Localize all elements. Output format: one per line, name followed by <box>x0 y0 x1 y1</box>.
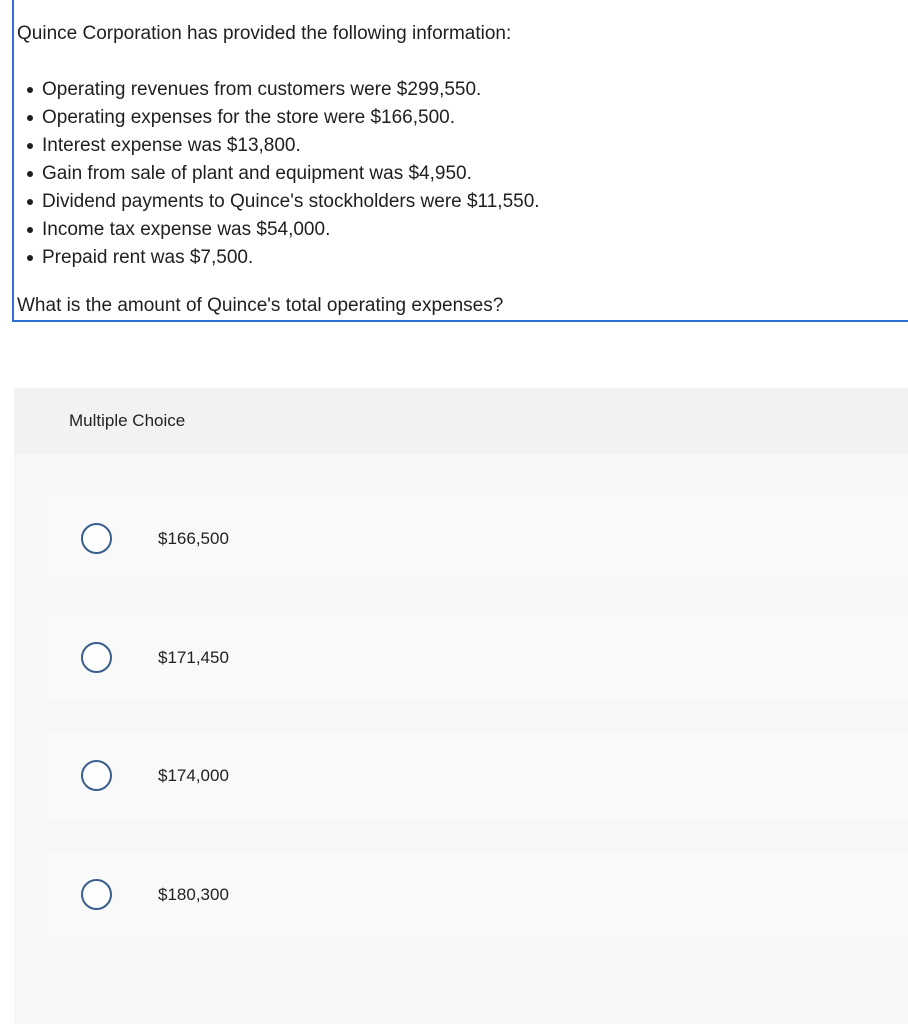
answer-label: $174,000 <box>158 766 229 785</box>
list-item <box>14 244 540 272</box>
list-item <box>14 160 540 188</box>
answer-label: $180,300 <box>158 885 229 904</box>
fact-text: Operating expenses for the store were $166,500. <box>42 107 455 128</box>
question-prompt: What is the amount of Quince's total operating expenses? <box>17 295 504 316</box>
list-item <box>14 188 540 216</box>
bullet-icon <box>27 115 33 121</box>
bullet-icon <box>27 199 33 205</box>
bullet-icon <box>27 255 33 261</box>
multiple-choice-header <box>14 388 908 454</box>
answer-option-1[interactable] <box>48 496 908 582</box>
answer-option-4[interactable] <box>48 852 908 938</box>
answer-option-3[interactable] <box>48 733 908 819</box>
facts-list <box>14 76 540 272</box>
question-intro: Quince Corporation has provided the following information: <box>17 23 512 44</box>
bullet-icon <box>27 87 33 93</box>
answer-option-2[interactable] <box>48 615 908 701</box>
answer-label: $171,450 <box>158 648 229 667</box>
bullet-icon <box>27 143 33 149</box>
bullet-icon <box>27 227 33 233</box>
list-item <box>14 132 540 160</box>
radio-button-icon[interactable] <box>81 523 112 554</box>
fact-text: Gain from sale of plant and equipment was $4,950. <box>42 163 472 184</box>
bullet-icon <box>27 171 33 177</box>
fact-text: Interest expense was $13,800. <box>42 135 301 156</box>
multiple-choice-title: Multiple Choice <box>69 411 186 430</box>
fact-text: Dividend payments to Quince's stockholders were $11,550. <box>42 191 540 212</box>
radio-button-icon[interactable] <box>81 760 112 791</box>
fact-text: Operating revenues from customers were $299,550. <box>42 79 482 100</box>
list-item <box>14 216 540 244</box>
question-stem <box>12 0 908 322</box>
answer-label: $166,500 <box>158 529 229 548</box>
fact-text: Income tax expense was $54,000. <box>42 219 331 240</box>
radio-button-icon[interactable] <box>81 642 112 673</box>
list-item <box>14 104 540 132</box>
fact-text: Prepaid rent was $7,500. <box>42 247 254 268</box>
multiple-choice-panel <box>14 388 908 1024</box>
radio-button-icon[interactable] <box>81 879 112 910</box>
list-item <box>14 76 540 104</box>
